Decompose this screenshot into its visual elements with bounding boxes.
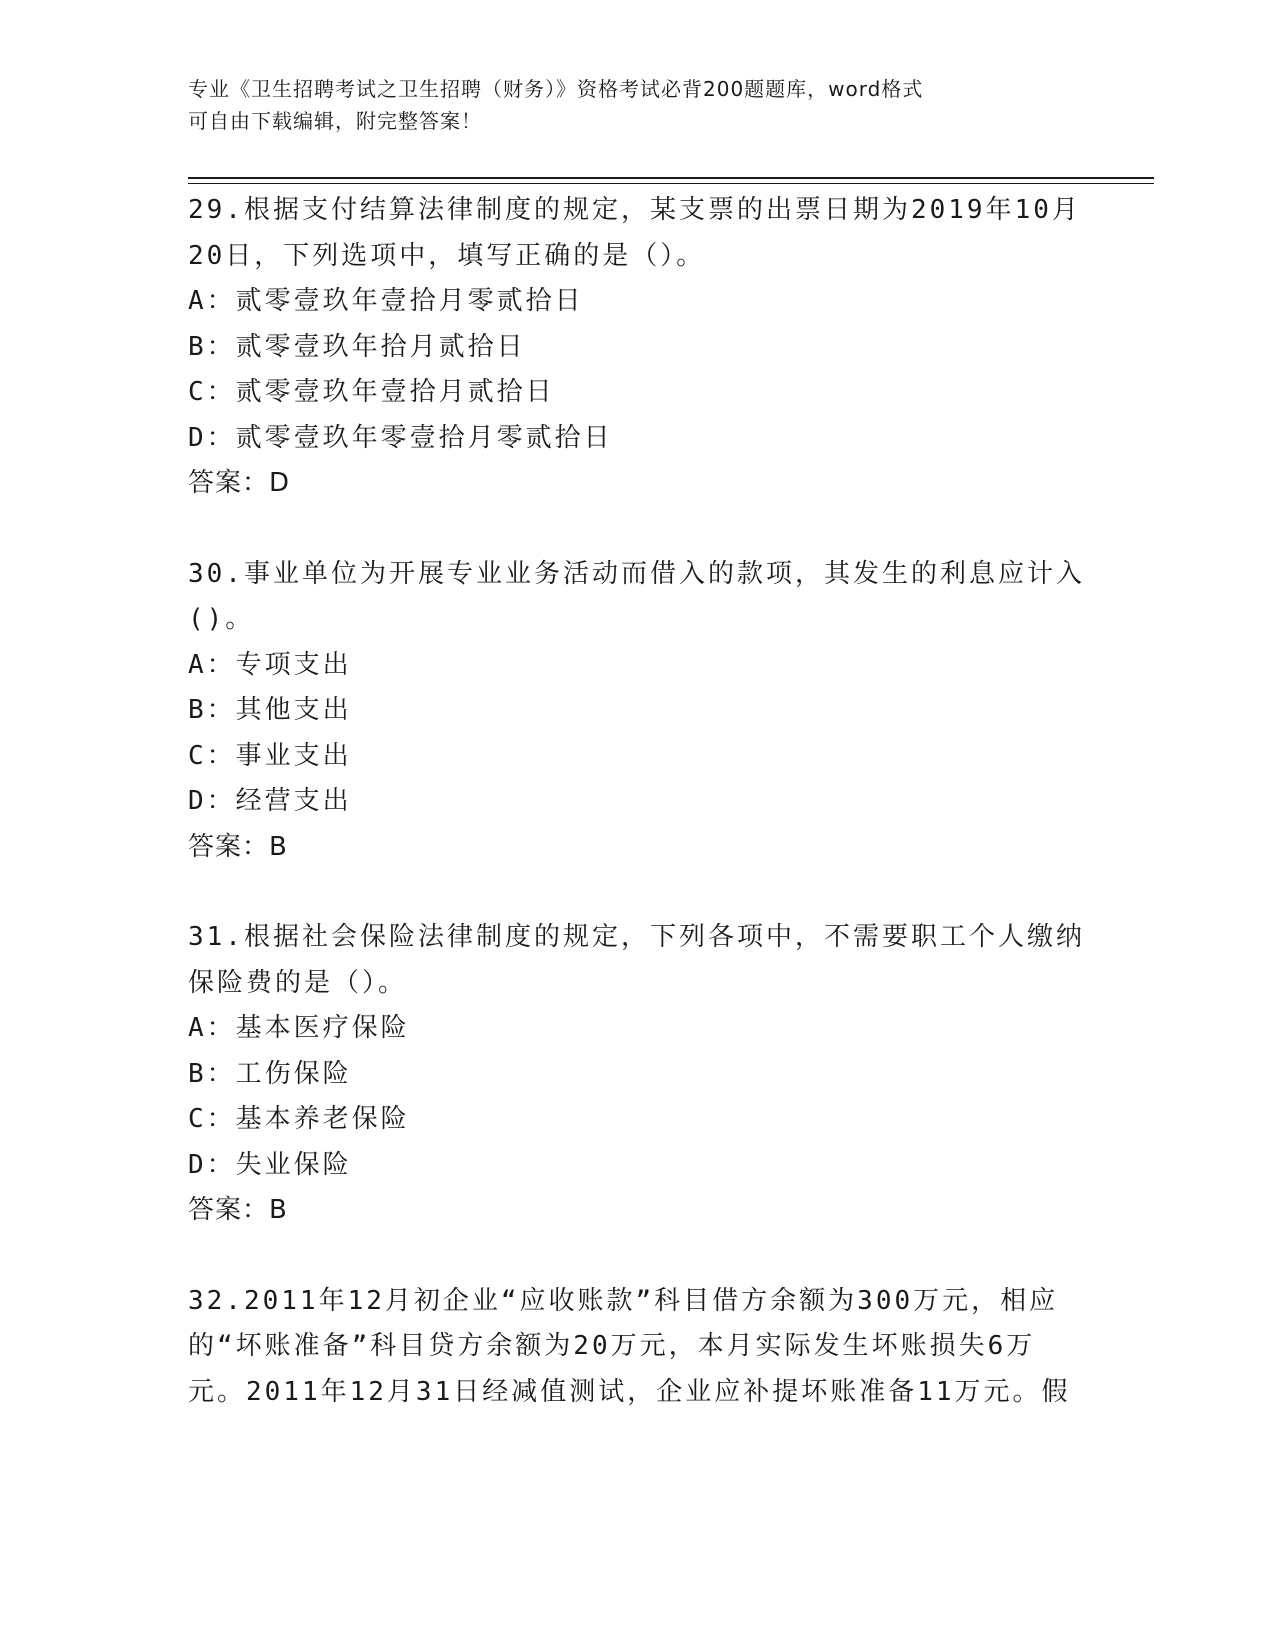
option-d: D：失业保险	[188, 1149, 352, 1180]
header-line-1: 专业《卫生招聘考试之卫生招聘（财务）》资格考试必背200题题库，word格式	[188, 77, 924, 101]
answer-line: 答案：B	[188, 1195, 288, 1225]
question-stem-line: ()。	[188, 604, 255, 634]
question-29	[188, 188, 1088, 507]
header-divider-thin	[188, 183, 1154, 184]
spacer	[188, 870, 1088, 915]
option-c: C：贰零壹玖年壹拾月贰拾日	[188, 377, 555, 407]
option-b: B：贰零壹玖年拾月贰拾日	[188, 331, 526, 362]
question-31	[188, 915, 1088, 1234]
option-d: D：贰零壹玖年零壹拾月零贰拾日	[188, 422, 613, 453]
option-a: A：基本医疗保险	[188, 1013, 410, 1043]
option-c: C：基本养老保险	[188, 1104, 410, 1134]
spacer	[188, 507, 1088, 552]
question-list	[188, 188, 1088, 1415]
answer-line: 答案：D	[188, 468, 291, 498]
option-b: B：工伤保险	[188, 1058, 352, 1089]
option-c: C：事业支出	[188, 740, 352, 771]
question-stem-line: 29.根据支付结算法律制度的规定，某支票的出票日期为2019年10月	[188, 195, 1081, 225]
option-b: B：其他支出	[188, 695, 352, 725]
header-line-2: 可自由下载编辑，附完整答案！	[188, 109, 482, 133]
question-32	[188, 1279, 1088, 1416]
answer-line: 答案：B	[188, 831, 288, 862]
question-stem-line: 30.事业单位为开展专业业务活动而借入的款项，其发生的利息应计入	[188, 558, 1085, 589]
document-header	[188, 73, 1068, 137]
question-stem-line: 保险费的是（）。	[188, 967, 408, 998]
question-30	[188, 552, 1088, 871]
question-stem-line: 的“坏账准备”科目贷方余额为20万元，本月实际发生坏账损失6万	[188, 1331, 1036, 1361]
header-divider-thick	[188, 177, 1154, 179]
option-a: A：专项支出	[188, 649, 352, 680]
spacer	[188, 1234, 1088, 1279]
option-a: A：贰零壹玖年壹拾月零贰拾日	[188, 286, 584, 316]
question-stem-line: 32.2011年12月初企业“应收账款”科目借方余额为300万元，相应	[188, 1285, 1059, 1316]
question-stem-line: 20日，下列选项中，填写正确的是（）。	[188, 240, 706, 271]
question-stem-line: 元。2011年12月31日经减值测试，企业应补提坏账准备11万元。假	[188, 1376, 1071, 1407]
question-stem-line: 31.根据社会保险法律制度的规定，下列各项中，不需要职工个人缴纳	[188, 922, 1085, 952]
option-d: D：经营支出	[188, 786, 352, 816]
